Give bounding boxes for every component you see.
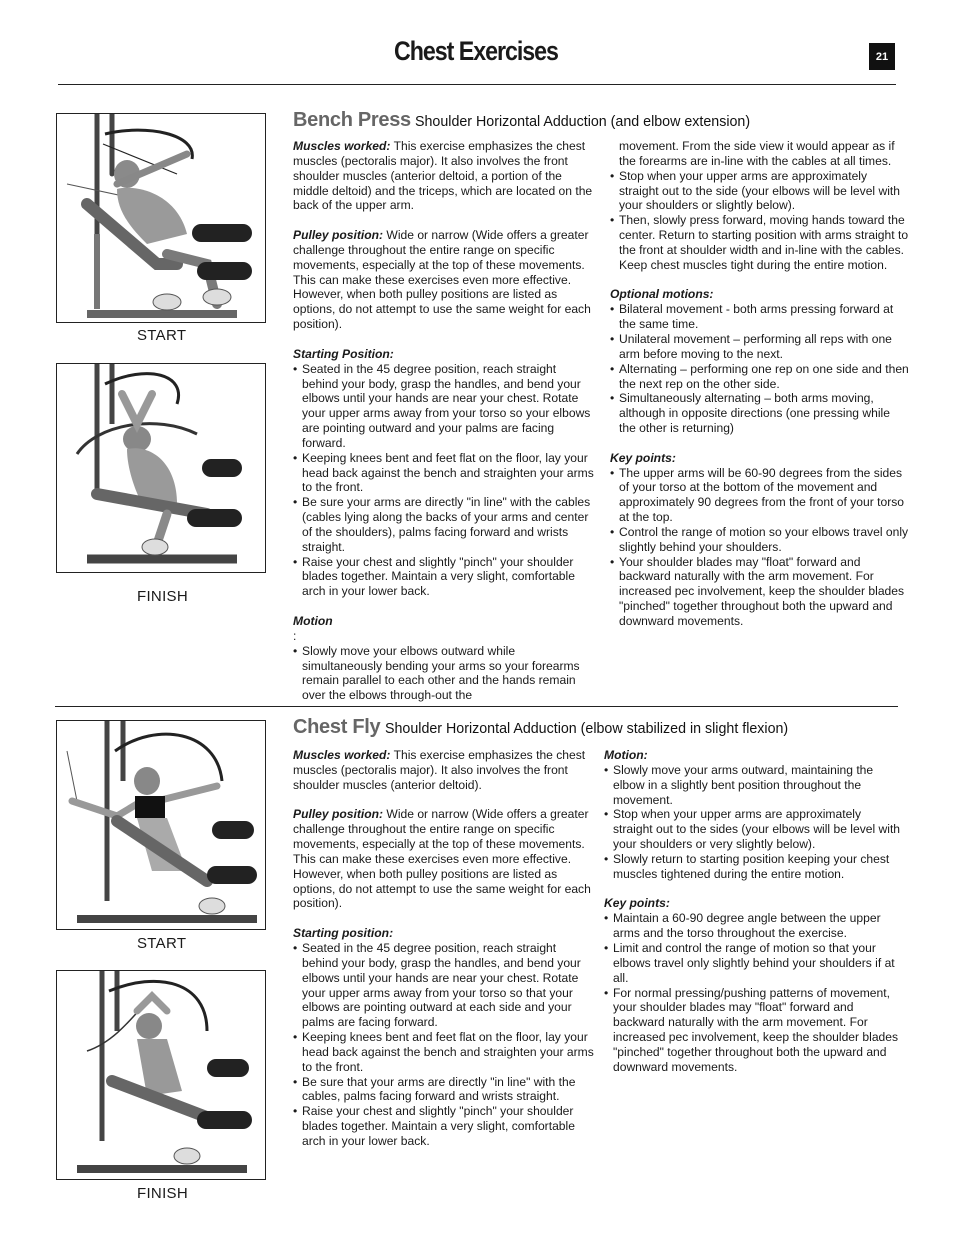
list-item: • Seated in the 45 degree position, reach straight behind your body, grasp the handles, and bend your elbows until your hands are near your chest. Rotate your upper arms away from your torso so that your elbows are pointing outward at each side and your palms are facing forward. [293,941,595,1030]
bench-press-col-right [610,139,910,644]
list-item: • Slowly return to starting position keeping your chest muscles tightened during the entire motion. [604,852,904,882]
list-item: • Slowly move your arms outward, maintaining the elbow in a slightly bent position throughout the movement. [604,763,904,808]
chest-fly-name: Chest Fly [293,716,381,738]
bench-press-finish-caption: FINISH [137,588,188,605]
bench-press-finish-photo [56,363,266,573]
chest-fly-start-photo [56,720,266,930]
list-item: • The upper arms will be 60-90 degrees from the sides of your torso at the bottom of the movement and approximately 90 degrees from the front of your torso at the top. [610,466,910,525]
list-item: • Limit and control the range of motion so that your elbows travel only slightly behind your shoulders if at all. [604,941,904,986]
bench-press-key-points: Key points: • The upper arms will be 60-90 degrees from the sides of your torso at the bottom of the movement and approximately 90 degrees from the front of your torso at the top. • Control the range of motion so your elbows travel only slightly behind your shoulders. • Your shoulder blades may "float" forward and backward naturally with the arm movement. For increased pec involvement, keep the shoulder blades "pinched" together throughout both the upward and downward movements. [610,451,910,629]
list-item: • Slowly move your elbows outward while simultaneously bending your arms so your forearms remain parallel to each other and the hands remain over the elbows through-out the [293,644,595,703]
chest-fly-col-left [293,748,595,1164]
bench-press-title [293,109,768,132]
chest-fly-starting: Starting position: • Seated in the 45 degree position, reach straight behind your body, grasp the handles, and bend your elbows until your hands are near your chest. Rotate your upper arms away from your torso so that your elbows are pointing outward at each side and your palms are facing forward. • Keeping knees bent and feet flat on the floor, lay your head back against the bench and straighten your arms to the front. • Be sure that your arms are directly "in line" with the cables, palms facing forward and wrists straight. • Raise your chest and slightly "pinch" your shoulder blades together. Maintain a very slight, comfortable arch in your lower back. [293,926,595,1149]
chest-fly-muscles: Muscles worked: This exercise emphasizes the chest muscles (pectoralis major). It also involves the front shoulder muscles (anterior deltoid). [293,748,586,792]
bench-press-starting: Starting Position: • Seated in the 45 degree position, reach straight behind your body, grasp the handles, and bend your elbows until your hands are near your chest. Rotate your upper arms away from your torso so your elbows are pointing outward and your palms are facing forward. • Keeping knees bent and feet flat on the floor, lay your head back against the bench and straighten your arms to the front. • Be sure your arms are directly "in line" with the cables (cables lying along the backs of your arms and center of the shoulders), palms facing forward and wrists straight. • Raise your chest and slightly "pinch" your shoulder blades together. Maintain a very slight, comfortable arch in your lower back. [293,347,595,599]
page-title: Chest Exercises [394,36,558,66]
list-item: • Be sure your arms are directly "in line" with the cables (cables lying along the backs of your arms and center of the shoulders), palms facing forward and wrists straight. [293,495,595,554]
list-item: • Seated in the 45 degree position, reach straight behind your body, grasp the handles, and bend your elbows until your hands are near your chest. Rotate your upper arms away from your torso so your elbows are pointing outward and your palms are facing forward. [293,362,595,451]
list-item: • Unilateral movement – performing all reps with one arm before moving to the next. [610,332,910,362]
header-rule [58,84,896,85]
chest-fly-pulley: Pulley position: Wide or narrow (Wide offers a greater challenge throughout the entire range on specific movements, especially at the top of these movements. This can make these exercises even more effective. However, when both pulley positions are listed as options, do not attempt to use the same weight for each position). [293,807,591,911]
list-item: • Your shoulder blades may "float" forward and backward naturally with the arm movement. For increased pec involvement, keep the shoulder blades "pinched" together throughout both the upward and downward movements. [610,555,910,629]
section-divider [55,706,898,707]
list-item: • Raise your chest and slightly "pinch" your shoulder blades together. Maintain a very slight, comfortable arch in your lower back. [293,555,595,600]
page-number: 21 [869,43,895,70]
bench-press-motion: Motion : • Slowly move your elbows outward while simultaneously bending your arms so your forearms remain parallel to each other and the hands remain over the elbows through-out the [293,614,595,703]
bench-press-motion-continued: movement. From the side view it would appear as if the forearms are in-line with the cables at all times. [619,139,895,168]
list-item: • Keeping knees bent and feet flat on the floor, lay your head back against the bench and straighten your arms to the front. [293,451,595,496]
bench-press-start-caption: START [137,327,187,344]
bench-press-subtitle: Shoulder Horizontal Adduction (and elbow extension) [415,113,751,130]
list-item: • Bilateral movement - both arms pressing forward at the same time. [610,302,910,332]
bench-press-pulley: Pulley position: Wide or narrow (Wide offers a greater challenge throughout the entire range on specific movements, especially at the top of these movements. This can make these exercises even more effective. However, when both pulley positions are listed as options, do not attempt to use the same weight for each position). [293,228,591,332]
chest-fly-title [293,716,809,739]
list-item: • Stop when your upper arms are approximately straight out to the sides (your elbows will be level with your shoulders or very slightly below). [604,807,904,852]
bench-press-optional: Optional motions: • Bilateral movement - both arms pressing forward at the same time. • Unilateral movement – performing all reps with one arm before moving to the next. • Alternating – performing one rep on one side and then the next rep on the other side. • Simultaneously alternating – both arms moving, although in opposite directions (one pressing while the other is returning) [610,287,910,435]
list-item: • Raise your chest and slightly "pinch" your shoulder blades together. Maintain a very slight, comfortable arch in your lower back. [293,1104,595,1149]
bench-press-start-photo [56,113,266,323]
chest-fly-subtitle: Shoulder Horizontal Adduction (elbow stabilized in slight flexion) [384,720,788,737]
bench-press-muscles: Muscles worked: This exercise emphasizes the chest muscles (pectoralis major). It also involves the front shoulder muscles (anterior deltoid, a portion of the middle deltoid) and the triceps, which are located on the back of the upper arm. [293,139,593,213]
list-item: • Then, slowly press forward, moving hands toward the center. Return to starting position with arms straight to the front at shoulder width and in-line with the cables. Keep chest muscles tight during the entire motion. [610,213,910,272]
chest-fly-start-caption: START [137,935,187,952]
list-item: • Alternating – performing one rep on one side and then the next rep on the other side. [610,362,910,392]
list-item: • Be sure that your arms are directly "in line" with the cables, palms facing forward and wrists straight. [293,1075,595,1105]
chest-fly-key-points: Key points: • Maintain a 60-90 degree angle between the upper arms and the torso throughout the exercise. • Limit and control the range of motion so that your elbows travel only slightly behind your shoulders if at all. • For normal pressing/pushing patterns of movement, your shoulder blades may "float" forward and backward naturally with the arm movement. For increased pec involvement, keep the shoulder blades "pinched" together throughout both the upward and downward movements. [604,896,904,1074]
bench-press-name: Bench Press [293,109,411,131]
list-item: • Control the range of motion so your elbows travel only slightly behind your shoulders. [610,525,910,555]
chest-fly-col-right [604,748,904,1089]
list-item: • Maintain a 60-90 degree angle between the upper arms and the torso throughout the exercise. [604,911,904,941]
list-item: • Stop when your upper arms are approximately straight out to the side (your elbows will be level with your shoulders or slightly below). [610,169,910,214]
bench-press-col-left [293,139,595,718]
list-item: • Keeping knees bent and feet flat on the floor, lay your head back against the bench and straighten your arms to the front. [293,1030,595,1075]
chest-fly-finish-photo [56,970,266,1180]
list-item: • For normal pressing/pushing patterns of movement, your shoulder blades may "float" forward and backward naturally with the arm movement. For increased pec involvement, keep the shoulder blades "pinched" together throughout both the upward and downward movements. [604,986,904,1075]
chest-fly-motion: Motion: • Slowly move your arms outward, maintaining the elbow in a slightly bent position throughout the movement. • Stop when your upper arms are approximately straight out to the sides (your elbows will be level with your shoulders or very slightly below). • Slowly return to starting position keeping your chest muscles tightened during the entire motion. [604,748,904,882]
list-item: • Simultaneously alternating – both arms moving, although in opposite directions (one pressing while the other is returning) [610,391,910,436]
chest-fly-finish-caption: FINISH [137,1185,188,1202]
